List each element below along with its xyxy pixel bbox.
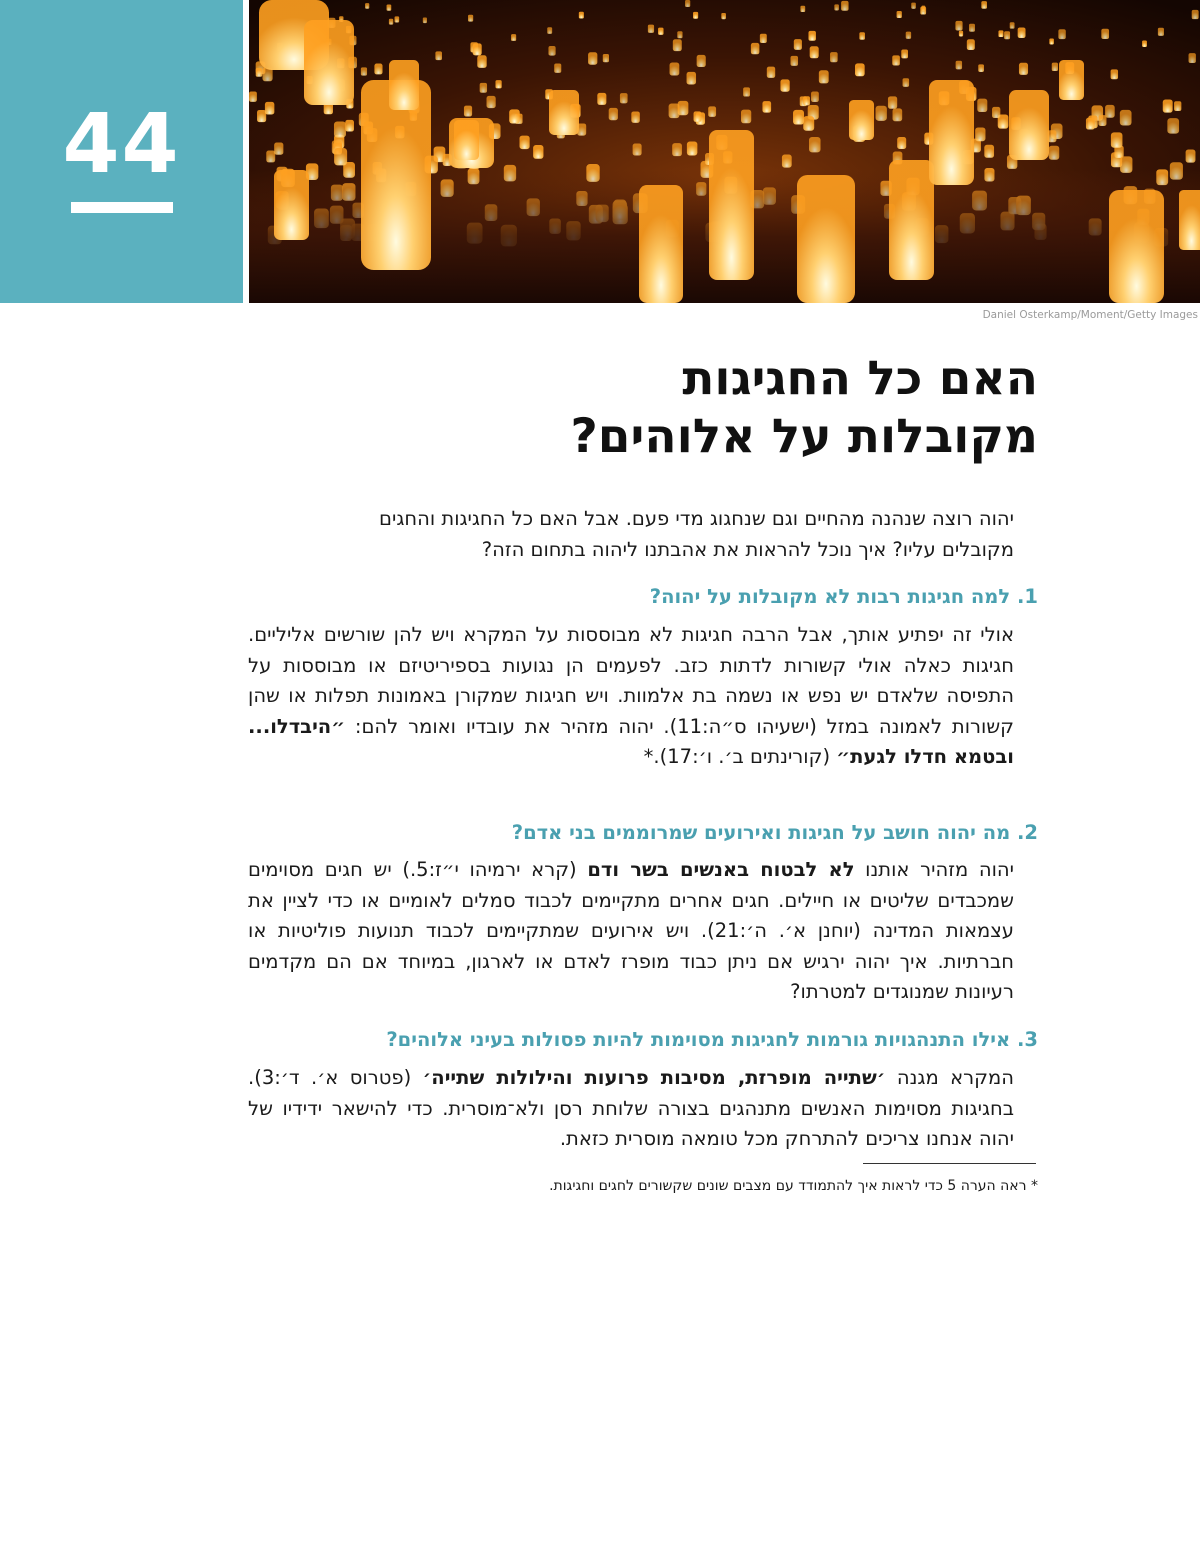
title-line-1: האם כל החגיגות (682, 351, 1038, 406)
answer-2-emphasis: לא לבטוח באנשים בשר ודם (587, 858, 855, 881)
lantern-shape (1101, 29, 1109, 39)
lantern-shape (361, 67, 367, 75)
lantern-shape (721, 13, 726, 19)
lantern-shape (708, 106, 716, 116)
lantern-shape (423, 18, 427, 24)
answer-2-continuation: (קרא ירמיהו י״ז:5.) יש חגים מסוימים שמכבדים שליטים או חיילים. חגים אחרים מתקיימים לכבוד סמלים לאומיים או כדי לציין את עצמאות המדינה (יוחנן א׳. ה׳:21). ויש אירועים שמתקיימים לכבוד תנועות פוליטיות או חברתיות. איך יהוה ירגיש אם ניתן כבוד מופרז לאדם או לארגון, במיוחד אם הם מקדמים רעיונות שמנוגדים למטרתו? (248, 858, 1015, 1003)
title-line-2: מקובלות על אלוהים? (570, 409, 1038, 464)
lantern-shape (477, 55, 486, 68)
lantern-shape (435, 51, 442, 60)
intro-line-1: יהוה רוצה שנהנה מהחיים וגם שנחגוג מדי פעם. אבל האם כל החגיגות והחגים (379, 507, 1014, 530)
lantern-shape (1049, 38, 1054, 44)
lantern-shape (1004, 31, 1010, 39)
lantern-shape (266, 151, 275, 163)
lantern-shape (249, 91, 257, 101)
lantern-shape (793, 110, 804, 125)
lantern-shape (797, 175, 855, 303)
lantern-shape (547, 27, 552, 34)
answer-3 (248, 1063, 1038, 1155)
lantern-shape (579, 12, 584, 19)
lantern-shape (955, 21, 962, 31)
lantern-shape (511, 34, 516, 41)
lantern-shape (549, 90, 579, 135)
lantern-shape (810, 46, 819, 58)
question-3: 3. אילו התנהגויות גורמות לחגיגות מסוימות להיות פסולות בעיני אלוהים? (386, 1028, 1038, 1051)
lantern-shape (334, 148, 347, 165)
lantern-shape (520, 136, 530, 150)
lantern-shape (897, 137, 906, 149)
lantern-shape (808, 31, 815, 41)
answer-1-quote: ״היבדלו... ובטמא חדלו לגעת״ (248, 714, 1014, 768)
lantern-shape (677, 31, 682, 38)
lantern-shape (669, 103, 680, 118)
lantern-shape (673, 39, 682, 51)
answer-3-quote: ׳שתייה מופרזת, מסיבות פרועות והילולות שתייה׳ (422, 1066, 886, 1089)
lantern-shape (859, 32, 865, 39)
intro-paragraph (248, 503, 1038, 565)
lantern-shape (1109, 190, 1164, 303)
lantern-shape (1174, 101, 1181, 111)
lantern-shape (977, 99, 987, 112)
lantern-shape (780, 79, 789, 91)
lantern-shape (855, 63, 865, 76)
lantern-shape (978, 64, 984, 72)
lantern-shape (487, 96, 496, 108)
lantern-shape (697, 55, 706, 67)
lantern-shape (841, 1, 848, 11)
lantern-shape (967, 39, 975, 50)
lantern-shape (509, 109, 520, 123)
lantern-shape (533, 145, 543, 159)
lantern-shape (984, 145, 994, 158)
lantern-shape (1167, 118, 1179, 134)
answer-1 (248, 620, 1038, 773)
question-1: 1. למה חגיגות רבות לא מקובלות על יהוה? (649, 585, 1038, 608)
lantern-shape (395, 16, 400, 22)
lantern-shape (603, 54, 609, 62)
lantern-shape (975, 127, 985, 141)
lantern-shape (633, 144, 642, 156)
lantern-shape (893, 108, 903, 121)
lantern-shape (897, 11, 902, 18)
lantern-shape (464, 106, 472, 117)
lantern-shape (811, 92, 819, 102)
answer-2 (248, 855, 1038, 1008)
lantern-shape (687, 72, 696, 85)
lantern-shape (892, 55, 900, 65)
article-title (248, 350, 1038, 466)
lantern-shape (687, 142, 697, 156)
lantern-shape (743, 87, 750, 96)
lantern-shape (849, 100, 874, 140)
lantern-shape (1052, 63, 1058, 71)
lantern-shape (762, 101, 771, 113)
lantern-shape (1142, 41, 1147, 47)
lantern-shape (257, 110, 266, 122)
lantern-shape (620, 93, 628, 103)
lantern-shape (903, 78, 910, 87)
lantern-shape (274, 142, 283, 154)
photo-credit: Daniel Osterkamp/Moment/Getty Images (982, 309, 1198, 321)
lantern-shape (1009, 90, 1049, 160)
lantern-shape (1049, 146, 1059, 160)
lantern-shape (889, 160, 934, 280)
lantern-shape (265, 102, 274, 115)
answer-2-text: יהוה מזהיר אותנו (854, 858, 1015, 881)
lantern-shape (1163, 99, 1173, 112)
lantern-shape (454, 120, 479, 160)
page-number: 44 (62, 97, 181, 192)
lantern-shape (304, 20, 354, 105)
lantern-shape (929, 80, 974, 185)
lantern-shape (548, 46, 555, 56)
lantern-shape (648, 25, 654, 33)
lantern-shape (998, 30, 1003, 37)
lantern-shape (969, 24, 975, 32)
lantern-shape (956, 61, 962, 70)
lantern-shape (981, 1, 987, 9)
answer-3-text: המקרא מגנה (885, 1066, 1015, 1089)
lantern-shape (389, 19, 393, 25)
lantern-shape (1010, 22, 1015, 28)
lantern-shape (819, 70, 829, 83)
lantern-shape (1018, 27, 1026, 38)
lantern-shape (468, 15, 473, 22)
lantern-shape (709, 130, 754, 280)
lantern-shape (794, 39, 802, 50)
footnote: * ראה הערה 5 כדי לראות איך להתמודד עם מצבים שונים שקשורים לחגים וחגיגות. (549, 1178, 1038, 1194)
lantern-shape (473, 43, 482, 55)
lantern-shape (588, 52, 597, 64)
lantern-shape (1111, 132, 1123, 147)
lantern-shape (658, 28, 663, 35)
answer-1-text: אולי זה יפתיע אותך, אבל הרבה חגיגות לא מבוססות על המקרא ויש להן שורשים אליליים. חגיגות כאלה אולי קשורות לדתות כזב. לפעמים הן נגועות בספיריטיזם או מבוססות על התפיסה שלאדם יש נפש או נשמה בת אלמוות. ויש חגיגות שמקורן באמונות תפלות או שהן קשורות לאמונה במזל (ישעיהו ס״ה:11). יהוה מזהיר את עובדיו ואומר להם: (248, 623, 1014, 738)
lantern-shape (693, 12, 698, 19)
lantern-shape (609, 108, 618, 120)
lantern-shape (911, 3, 916, 9)
intro-line-2: מקובלים עליו? איך נוכל להראות את אהבתנו ליהוה בתחום הזה? (481, 538, 1014, 561)
lantern-shape (876, 106, 887, 121)
lantern-shape (1019, 63, 1028, 75)
lantern-shape (1179, 190, 1200, 250)
lantern-shape (495, 80, 501, 88)
lantern-shape (1105, 105, 1115, 118)
lantern-shape (1098, 115, 1106, 126)
lantern-shape (1192, 10, 1199, 19)
page-number-tab (0, 0, 243, 303)
lantern-shape (1058, 29, 1065, 39)
lantern-shape (387, 5, 392, 11)
lantern-shape (959, 31, 963, 37)
lantern-shape (345, 120, 354, 132)
lantern-shape (1189, 53, 1196, 63)
page-number-underline (71, 202, 173, 213)
lantern-shape (554, 64, 561, 73)
lantern-shape (906, 32, 911, 39)
lantern-shape (767, 67, 775, 78)
lantern-shape (334, 121, 346, 137)
lantern-shape (809, 137, 821, 152)
lantern-shape (274, 170, 309, 240)
lantern-shape (901, 49, 908, 58)
lantern-shape (1086, 118, 1095, 130)
lantern-shape (760, 34, 767, 43)
lantern-shape (374, 64, 382, 75)
lantern-shape (803, 116, 814, 131)
lantern-shape (639, 185, 683, 303)
lantern-shape (1059, 60, 1084, 100)
lantern-shape (782, 155, 792, 168)
lanterns-illustration (249, 0, 1200, 303)
footnote-divider (863, 1163, 1036, 1164)
lantern-shape (791, 56, 799, 66)
answer-1-reference: (קורינתים ב׳. ו׳:17).* (643, 745, 837, 768)
lantern-shape (803, 96, 810, 105)
lantern-shape (389, 60, 419, 110)
lantern-shape (920, 7, 926, 15)
lantern-shape (1158, 28, 1164, 36)
lantern-shape (1111, 69, 1118, 79)
lantern-shape (888, 96, 897, 108)
question-2: 2. מה יהוה חושב על חגיגות ואירועים שמרוממים בני אדם? (511, 821, 1038, 844)
lantern-shape (597, 93, 606, 105)
lantern-shape (834, 4, 839, 10)
lantern-shape (992, 107, 1000, 118)
lantern-shape (480, 83, 487, 93)
lantern-shape (1120, 110, 1132, 126)
lantern-shape (694, 111, 702, 121)
lantern-shape (365, 3, 369, 9)
lantern-shape (672, 143, 682, 156)
lantern-shape (751, 43, 760, 54)
lantern-shape (1186, 149, 1196, 162)
header-photo (249, 0, 1200, 303)
lantern-shape (685, 0, 690, 7)
lantern-shape (631, 112, 639, 123)
lantern-shape (670, 63, 680, 76)
lantern-shape (741, 110, 751, 124)
lantern-shape (800, 6, 805, 12)
lantern-shape (830, 52, 838, 62)
lantern-shape (256, 68, 263, 77)
answer-3-continuation: (פטרוס א׳. ד׳:3). בחגיגות מסוימות האנשים מתנהגים בצורה שלוחת רסן ולא־מוסרית. כדי להישאר ידידיו של יהוה אנחנו צריכים להתרחק מכל טומאה מוסרית כזאת. (248, 1066, 1014, 1150)
